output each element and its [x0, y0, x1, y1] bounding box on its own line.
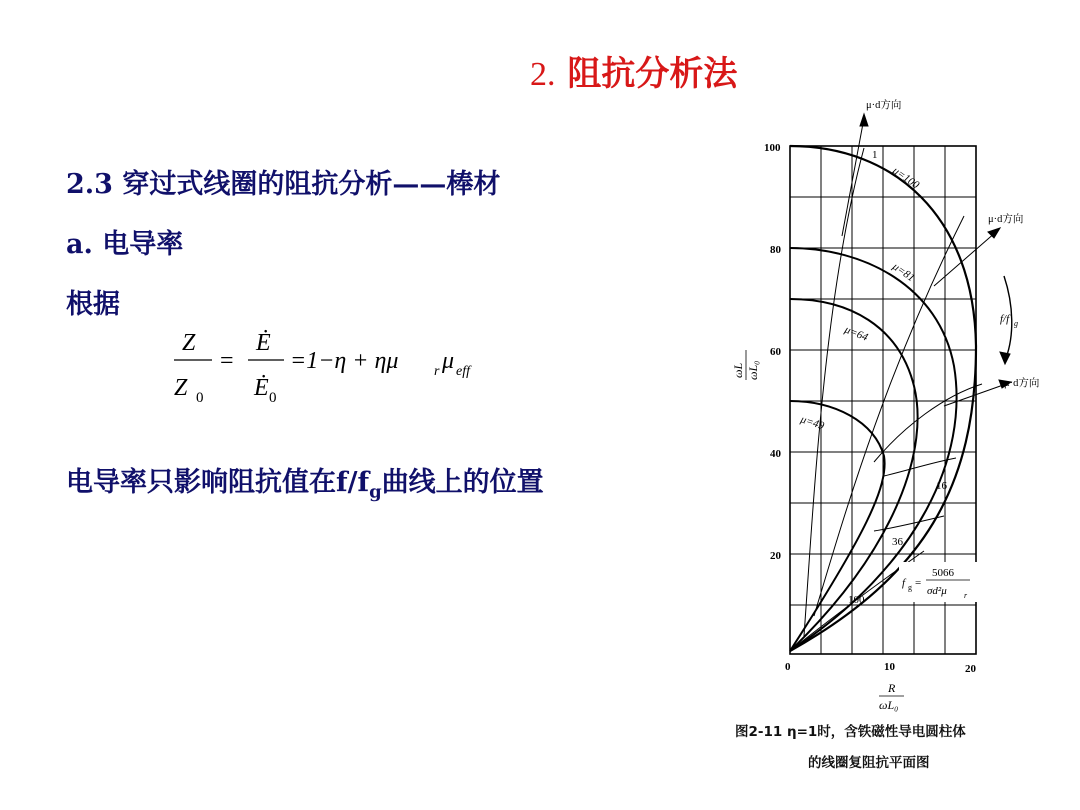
- formula-lhs-denominator: Z: [174, 375, 188, 401]
- conclusion-text: 电导率只影响阻抗值在$f/f_g$曲线上的位置: [66, 467, 544, 503]
- svg-text:=: =: [220, 348, 234, 374]
- formula-rhs-mu: μ: [442, 348, 455, 374]
- svg-text:60: 60: [770, 346, 781, 358]
- formula-mid-subscript: 0: [269, 390, 277, 406]
- point-label-100: 100: [848, 594, 865, 606]
- title-text: 阻抗分析法: [567, 54, 738, 94]
- svg-text:5066: 5066: [932, 567, 954, 579]
- svg-text:ωL₀: ωL₀: [746, 360, 760, 380]
- point-label-36: 36: [892, 536, 903, 548]
- freq-direction-label: [1000, 313, 1018, 328]
- curve-label-mu-100: μ=100: [890, 164, 922, 192]
- figure-caption-line1: 图2-11 η=1时，含铁磁性导电圆柱体: [735, 724, 966, 740]
- svg-text:40: 40: [770, 448, 781, 460]
- basis-label: 根据: [66, 289, 120, 320]
- arrow-label-top: μ·d方向: [866, 100, 902, 111]
- curve-label-mu-81: μ=81: [890, 260, 917, 285]
- title-number: 2.: [530, 56, 556, 93]
- section-heading: 2.3 穿过式线圈的阻抗分析——棒材: [66, 169, 501, 200]
- svg-text:r: r: [964, 591, 968, 600]
- svg-text:R: R: [888, 681, 896, 695]
- formula-rhs-subscript-eff: eff: [456, 364, 470, 379]
- y-tick-labels: [764, 142, 782, 562]
- svg-text:g: g: [908, 583, 912, 592]
- svg-text:100: 100: [764, 142, 781, 154]
- arrow-label-lower: μ·d方向: [1004, 378, 1040, 389]
- impedance-plane-figure: [724, 96, 1076, 776]
- svg-text:20: 20: [770, 550, 781, 562]
- point-label-1: 1: [872, 149, 878, 161]
- y-axis-label: [731, 350, 760, 380]
- figure-caption-line2: 的线圈复阻抗平面图: [808, 755, 930, 771]
- impedance-formula: [168, 320, 508, 420]
- fg-formula: [899, 562, 977, 602]
- formula-mid-numerator: Ė: [256, 330, 271, 356]
- formula-lhs-subscript: 0: [196, 390, 204, 406]
- formula-rhs-subscript-r: r: [434, 364, 440, 379]
- svg-text:=: =: [915, 577, 922, 589]
- svg-text:σd²μ: σd²μ: [927, 585, 947, 597]
- svg-text:10: 10: [884, 661, 895, 673]
- slide-title: [530, 46, 737, 95]
- point-label-16: 16: [936, 480, 947, 492]
- svg-text:80: 80: [770, 244, 781, 256]
- svg-text:ωL: ωL: [731, 362, 745, 378]
- svg-text:20: 20: [965, 663, 976, 675]
- x-tick-labels: [785, 661, 977, 675]
- svg-text:f: f: [902, 577, 906, 589]
- formula-rhs: =1−η + ημ: [290, 348, 399, 374]
- svg-text:0: 0: [785, 661, 791, 673]
- curve-label-mu-64: μ=64: [842, 323, 870, 344]
- svg-text:g: g: [1014, 319, 1018, 328]
- formula-lhs-numerator: Z: [182, 330, 196, 356]
- curve-label-mu-49: μ=49: [799, 413, 826, 433]
- formula-mid-denominator: Ė: [254, 375, 269, 401]
- svg-text:f/f: f/f: [1000, 313, 1010, 325]
- item-a-heading: a. 电导率: [66, 229, 184, 260]
- x-axis-label: [879, 681, 904, 712]
- arrow-label-right: μ·d方向: [988, 214, 1024, 225]
- direction-arrows: [842, 114, 1012, 406]
- svg-text:ωL₀: ωL₀: [879, 698, 899, 712]
